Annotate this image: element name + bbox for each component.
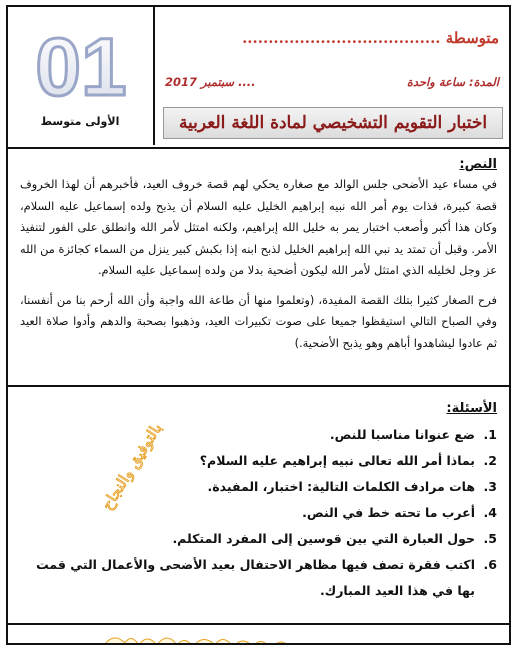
text-label: النص:	[459, 157, 497, 172]
exam-date: .... سبتمبر 2017	[165, 75, 256, 89]
title-band	[163, 107, 503, 139]
exam-number-graphic	[22, 25, 140, 105]
svg-text:بالتوفيق والنجاح: بالتوفيق والنجاح	[97, 419, 166, 514]
question-number: 6.	[483, 557, 497, 572]
level-box	[8, 7, 155, 145]
question-text: ضع عنوانا مناسبا للنص.	[329, 427, 475, 442]
header-info	[155, 7, 509, 145]
text-paragraph-2: فرح الصغار كثيرا بتلك القصة المفيدة، (وتعلموا منها أن طاعة الله واجبة وأن الله أرحم بنا من أنفسنا، وفي الصباح التالي استيقظوا جميعا على صوت تكبيرات العيد، وذهبوا بصحبة والدهم وأدوا صلاة العيد ثم عادوا ليشاهدوا أباهم وهو يذبح الأضحية.)	[20, 292, 497, 350]
school-name-line	[242, 29, 499, 47]
question-number: 3.	[483, 479, 497, 494]
question-text: أعرب ما تحته خط في النص.	[302, 505, 475, 520]
question-text: هات مرادف الكلمات التالية: اختبار، المفيدة.	[207, 479, 475, 494]
question-text: اكتب فقرة تصف فيها مظاهر الاحتفال بعيد الأضحى والأعمال التي قمت بها في هذا العيد المبارك.	[36, 557, 475, 598]
duration: المدة: ساعة واحدة	[406, 75, 499, 89]
text-paragraph-1: في مساء عيد الأضحى جلس الوالد مع صغاره يحكي لهم قصة خروف العيد، فأخبرهم أن لهذا الخروف قصة كبيرة، فذات يوم أمر الله نبيه إبراهيم الخليل عليه السلام أن يذبح ولده إسماعيل عليه السلام، وكان هذا أكبر وأصعب اختبار يمر به خليل الله إبراهيم، ولكنه امتثل لأمر الله وانطلق على الفور لتنفيذ الأمر. وقبل أن تمتد يد نبي الله إبراهيم الخليل لذبح ابنه إذا بكبش كبير ينزل من السماء كجائزة من الله عز وجل لخليله الذي امتثل لأمر الله ليكون أضحية بدلا من ولده إسماعيل عليه السلام.	[20, 177, 497, 277]
question-item	[20, 526, 497, 552]
question-text: بماذا أمر الله تعالى نبيه إبراهيم عليه السلام؟	[199, 453, 475, 468]
question-number: 2.	[483, 453, 497, 468]
questions-label: الأسئلة:	[446, 401, 497, 416]
school-dots: ......................................	[242, 29, 441, 47]
question-number: 5.	[483, 531, 497, 546]
meta-row	[165, 75, 499, 89]
school-prefix: متوسطة	[445, 29, 499, 47]
good-luck-stamp	[86, 399, 186, 529]
exam-sheet	[6, 5, 511, 645]
question-number: 4.	[483, 505, 497, 520]
svg-text:01: 01	[35, 25, 127, 105]
question-item	[20, 552, 497, 604]
questions-section	[8, 387, 509, 625]
exam-title: اختبار التقويم التشخيصي لمادة اللغة العربية	[178, 113, 488, 133]
text-section	[8, 147, 509, 387]
question-text: حول العبارة التي بين قوسين إلى المفرد المتكلم.	[172, 531, 475, 546]
footer-decoration	[8, 627, 509, 645]
decorative-footer-graphic	[8, 627, 509, 645]
question-number: 1.	[483, 427, 497, 442]
level-label: الأولى متوسط	[40, 115, 120, 128]
exam-number	[22, 25, 140, 105]
exam-header	[8, 7, 509, 149]
